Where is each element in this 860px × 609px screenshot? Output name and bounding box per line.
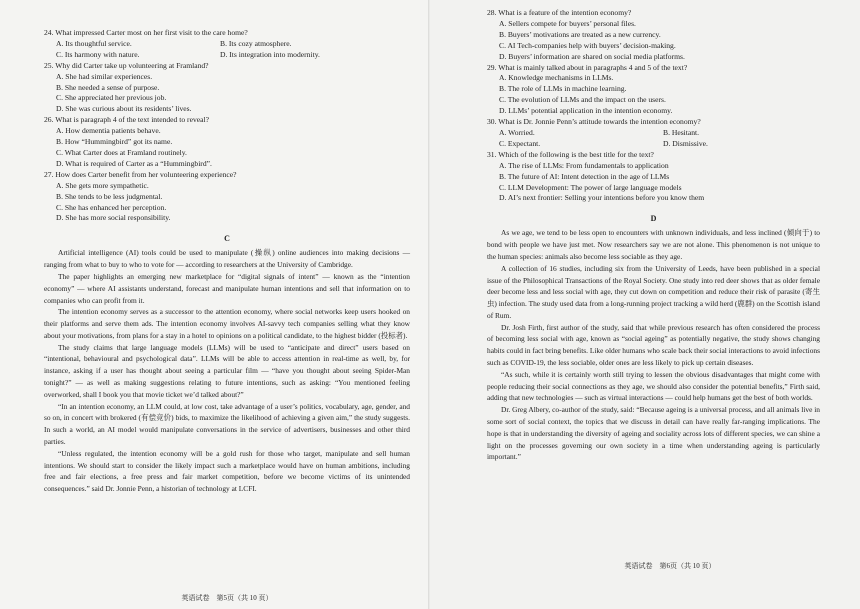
option-d: D. Its integration into modernity. <box>220 49 320 59</box>
paragraph: As we age, we tend to be less open to encounters with unknown individuals, and less inclined (倾向于) to bond with people we have just met. Now researchers say we are not alone. This phenomenon is not unique to the human species: animals also become less sociable as they age. <box>487 228 820 261</box>
question-29 <box>487 63 820 118</box>
option-a: A. Knowledge mechanisms in LLMs. <box>499 73 614 83</box>
paragraph: “Unless regulated, the intention economy will be a gold rush for those who target, manipulate and sell human intentions. We should start to consider the likely impact such a marketplace would have on human ambitions, including free and fair elections, a free press and fair market competition, before we become victims of its unintended consequences.” said Dr. Jonnie Penn, a historian of technology at LCFI. <box>44 448 410 494</box>
question-30 <box>487 117 820 150</box>
paragraph: The paper highlights an emerging new marketplace for “digital signals of intent” — known as the “intention economy” — where AI assistants understand, forecast and manipulate human intentions and sell that information on to companies who can profit from it. <box>44 271 410 305</box>
paragraph: Dr. Josh Firth, first author of the study, said that while previous research has often considered the process of becoming less social with age, known as “social ageing” as potentially negative, the study shows changing habits could in fact bring benefits. Like older humans who scale back their social interactions to avoid infections such as COVID-19, the less sociable, older ones are less likely to pick up certain diseases. <box>487 322 820 368</box>
paragraph: The intention economy serves as a successor to the attention economy, where social networks keep users hooked on their platforms and serve them ads. The intention economy involves AI-savvy tech companies selling what they know about your motivations, from plans for a stay in a hotel to opinions on a political candidate, to the highest bidder (投标者). <box>44 307 410 340</box>
question-stem: 30. What is Dr. Jonnie Penn’s attitude towards the intention economy? <box>487 117 701 127</box>
option-c: C. Its harmony with nature. <box>56 49 140 59</box>
passage-c <box>44 247 410 495</box>
option-a: A. She gets more sympathetic. <box>56 180 149 190</box>
option-b: B. How “Hummingbird” got its name. <box>56 137 173 147</box>
question-stem: 29. What is mainly talked about in paragraphs 4 and 5 of the text? <box>487 62 688 72</box>
paragraph: “As such, while it is certainly worth still trying to lessen the obvious disadvantages that might come with people reducing their social connections as they age, we should also consider the potential benefits,” Firth said, adding that new technologies — such as virtual interactions — could help humans get the best of both worlds. <box>487 369 820 403</box>
option-d: D. She was curious about its residents’ lives. <box>56 104 192 114</box>
option-list <box>44 39 410 61</box>
option-d: D. LLMs’ potential application in the intention economy. <box>499 106 673 116</box>
question-stem: 24. What impressed Carter most on her first visit to the care home? <box>44 28 248 37</box>
option-a: A. How dementia patients behave. <box>56 126 161 136</box>
option-list <box>44 72 410 116</box>
option-list <box>487 128 820 150</box>
option-b: B. The role of LLMs in machine learning. <box>499 84 627 94</box>
page-footer: 英语试卷 第5页（共 10 页） <box>181 594 273 602</box>
paragraph: A collection of 16 studies, including six from the University of Leeds, have been published in a special issue of the Philosophical Transactions of the Royal Society. One study into red deer shows that as older female deer become less and less social with age, they cut down on competition and reduce their risk of parasite (寄生虫) infection. The study used data from a long-running project tracking a wild herd (鹿群) on the Scottish island of Rum. <box>487 263 820 320</box>
question-list <box>487 8 820 204</box>
question-stem: 26. What is paragraph 4 of the text intended to reveal? <box>44 115 209 125</box>
option-list <box>487 19 820 63</box>
option-a: A. Worried. <box>499 127 535 137</box>
question-stem: 31. Which of the following is the best title for the text? <box>487 149 654 159</box>
option-b: B. Hesitant. <box>663 127 700 137</box>
option-b: B. The future of AI: Intent detection in the age of LLMs <box>499 171 670 181</box>
paragraph: The study claims that large language models (LLMs) will be used to “anticipate and direct” users based on “intentional, behavioural and psychological data”. LLMs will be able to access attention in real-time as well, by, for instance, asking if a user has thought about seeing a particular film — “have you thought about seeing Spider-Man tonight?” — as well as making suggestions relating to future intentions, such as asking: “You mentioned feeling overworked, shall I book you that movie ticket we’d talked about?” <box>44 342 410 399</box>
question-26 <box>44 115 410 170</box>
question-stem: 25. Why did Carter take up volunteering at Framland? <box>44 60 209 70</box>
option-d: D. She has more social responsibility. <box>56 213 171 223</box>
option-c: C. Expectant. <box>499 138 541 148</box>
option-list <box>44 181 410 225</box>
option-b: B. She tends to be less judgmental. <box>56 191 163 201</box>
option-d: D. Buyers’ information are shared on social media platforms. <box>499 51 685 61</box>
option-list <box>487 73 820 117</box>
paragraph: “In an intention economy, an LLM could, at low cost, take advantage of a user’s politics, vocabulary, age, gender, and so on, in concert with brokered (有偿竞价) bids, to maximize the likelihood of achieving a given aim,” the study suggests. In such a world, an AI model would manipulate conversations in the service of advertisers, businesses and other third parties. <box>44 401 410 447</box>
exam-page-right <box>430 0 860 609</box>
option-b: B. She needed a sense of purpose. <box>56 82 160 92</box>
option-c: C. The evolution of LLMs and the impact on the users. <box>499 95 666 105</box>
option-a: A. Sellers compete for buyers’ personal files. <box>499 18 636 28</box>
option-c: C. AI Tech-companies help with buyers’ decision-making. <box>499 40 676 50</box>
option-a: A. The rise of LLMs: From fundamentals to application <box>499 160 669 170</box>
option-list <box>44 126 410 170</box>
option-list <box>487 161 820 205</box>
option-d: D. Dismissive. <box>663 138 708 148</box>
section-title-c: C <box>224 234 230 244</box>
question-31 <box>487 150 820 205</box>
option-c: C. What Carter does at Framland routinely. <box>56 147 187 157</box>
question-28 <box>487 8 820 63</box>
question-stem: 28. What is a feature of the intention economy? <box>487 8 632 17</box>
paragraph: Dr. Greg Albery, co-author of the study, said: “Because ageing is a universal process, and all animals live in some sort of social context, the topics that we discuss in detail can have really far-ranging implications. The hope is that in understanding the diversity of ageing and sociality across lots of different species, we can shine a light on the processes governing our own society in a time when understanding ageing is particularly important.” <box>487 405 820 462</box>
option-a: A. She had similar experiences. <box>56 71 153 81</box>
paragraph: Artificial intelligence (AI) tools could be used to manipulate (操纵) online audiences into making decisions — ranging from what to buy to who to vote for — according to researchers at the University of Cambridge. <box>44 248 410 270</box>
option-c: C. She has enhanced her perception. <box>56 202 167 212</box>
option-d: D. What is required of Carter as a “Hummingbird”. <box>56 158 212 168</box>
passage-d <box>487 227 820 463</box>
question-stem: 27. How does Carter benefit from her volunteering experience? <box>44 169 237 179</box>
option-d: D. AI’s next frontier: Selling your intentions before you know them <box>499 193 705 203</box>
section-title-d: D <box>650 214 657 224</box>
option-b: B. Buyers’ motivations are treated as a new currency. <box>499 29 661 39</box>
option-c: C. LLM Development: The power of large language models <box>499 182 682 192</box>
page-footer: 英语试卷 第6页（共 10 页） <box>624 562 716 570</box>
question-list <box>44 28 410 224</box>
question-24 <box>44 28 410 61</box>
option-b: B. Its cozy atmosphere. <box>220 38 292 48</box>
option-c: C. She appreciated her previous job. <box>56 93 167 103</box>
question-25 <box>44 61 410 116</box>
option-a: A. Its thoughtful service. <box>56 38 132 48</box>
question-27 <box>44 170 410 225</box>
